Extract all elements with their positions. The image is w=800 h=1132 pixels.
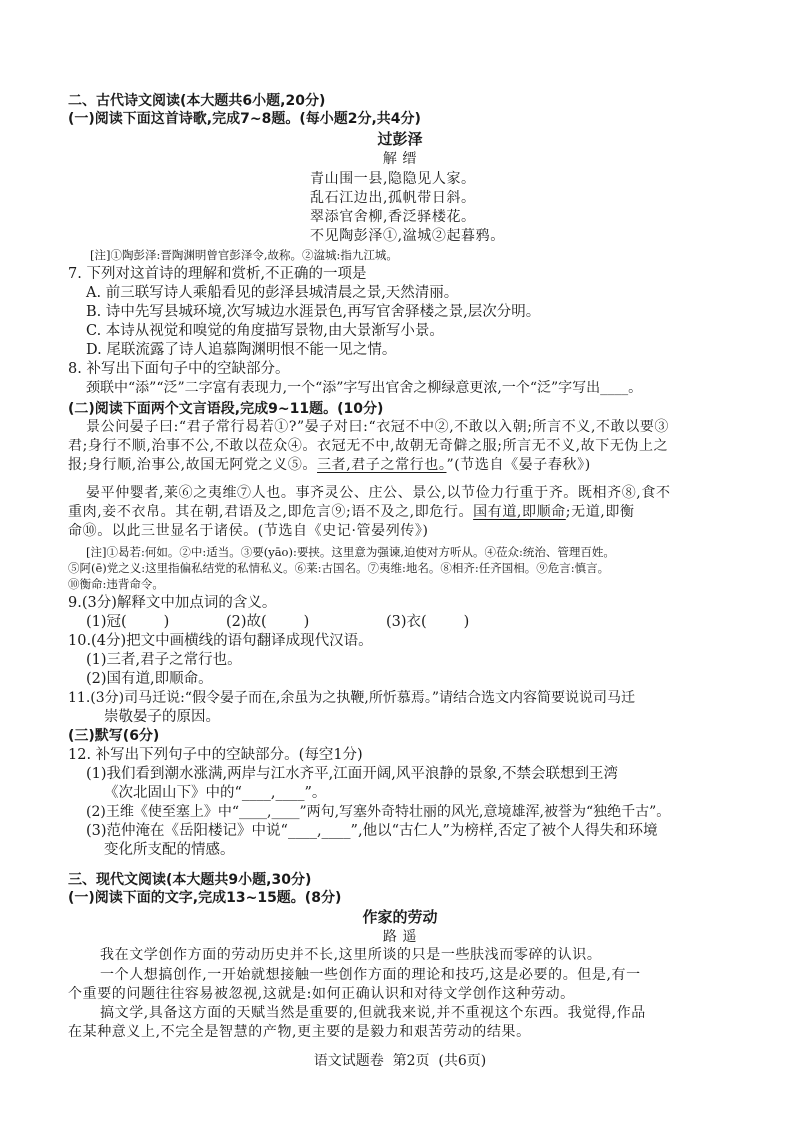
question-11-stem: 崇敬晏子的原因。 <box>104 709 220 725</box>
poem-author: 解 缙 <box>382 151 418 167</box>
passage-line: 景公问晏子曰:“君子常行曷若①?”晏子对曰:“衣冠不中②,不敢以入朝;所言不义,不敢以要③ <box>86 419 670 435</box>
question-7-option-a: A. 前三联写诗人乘船看见的彭泽县城清晨之景,天然清丽。 <box>86 285 459 301</box>
question-7-stem: 7. 下列对这首诗的理解和赏析,不正确的一项是 <box>68 266 367 282</box>
question-11-stem: 11.(3分)司马迁说:“假令晏子而在,余虽为之执鞭,所忻慕焉。”请结合选文内容简要说说司马迁 <box>68 690 636 706</box>
passage-text: 重肉,妾不衣帛。其在朝,君语及之,即危言⑨;语不及之,即危行。 <box>68 504 474 520</box>
question-12-item: (3)范仲淹在《岳阳楼记》中说“____,____”,他以“古仁人”为榜样,否定了被个人得失和环境 <box>86 823 658 839</box>
question-12-item: 变化所支配的情感。 <box>104 842 235 858</box>
question-12-item: (1)我们看到潮水涨满,两岸与江水齐平,江面开阔,风平浪静的景象,不禁会联想到王湾 <box>86 766 618 782</box>
article-paragraph: 搞文学,具备这方面的天赋当然是重要的,但就我来说,并不重视这个东西。我觉得,作品 <box>100 1005 646 1021</box>
question-7-option-c: C. 本诗从视觉和嗅觉的角度描写景物,由大景渐写小景。 <box>86 323 444 339</box>
section-heading: 三、现代文阅读(本大题共9小题,30分) <box>68 872 312 888</box>
question-9-blank: (3)衣( ) <box>386 614 470 630</box>
article-paragraph: 一个人想搞创作,一开始就想接触一些创作方面的理论和技巧,这是必要的。但是,有一 <box>100 967 641 983</box>
passage-note: [注]①曷若:何如。②中:适当。③要(yāo):要挟。这里意为强谏,迫使对方听从。④莅众:统治、管理百姓。 <box>86 545 615 559</box>
question-9-blank: (1)冠( ) <box>86 614 170 630</box>
question-8-text: 颈联中“添”“泛”二字富有表现力,一个“添”字写出官舍之柳绿意更浓,一个“泛”字写出____。 <box>86 380 643 396</box>
passage-text: ;无道,即衡 <box>565 504 635 520</box>
article-author: 路 遥 <box>382 929 418 945</box>
section-heading: 二、古代诗文阅读(本大题共6小题,20分) <box>68 93 326 109</box>
question-8-stem: 8. 补写出下面句子中的空缺部分。 <box>68 361 290 377</box>
passage-text: 报;身行顺,治事公,故国无阿党之义⑤。 <box>68 457 318 473</box>
question-9-stem: 9.(3分)解释文中加点词的含义。 <box>68 595 277 611</box>
underlined-sentence: 三者,君子之常行也。 <box>317 457 447 473</box>
passage-line <box>68 503 635 521</box>
underlined-sentence: 国有道,即顺命 <box>473 504 566 520</box>
poem-line: 青山围一县,隐隐见人家。 <box>310 171 476 187</box>
poem-line: 乱石江边出,孤帆带日斜。 <box>310 190 476 206</box>
article-paragraph: 我在文学创作方面的劳动历史并不长,这里所谈的只是一些肤浅而零碎的认识。 <box>100 947 602 963</box>
article-paragraph: 在某种意义上,不完全是智慧的产物,更主要的是毅力和艰苦劳动的结果。 <box>68 1024 531 1040</box>
passage-line: 君;身行不顺,治事不公,不敢以莅众④。衣冠无不中,故朝无奇僻之服;所言无不义,故下无伪上之 <box>68 438 669 454</box>
part-heading: (一)阅读下面这首诗歌,完成7~8题。(每小题2分,共4分) <box>68 111 421 127</box>
part-heading: (二)阅读下面两个文言语段,完成9~11题。(10分) <box>68 401 384 417</box>
passage-source: ”(节选自《晏子春秋》) <box>446 457 591 473</box>
question-10-item: (1)三者,君子之常行也。 <box>86 652 242 668</box>
article-paragraph: 个重要的问题往往容易被忽视,这就是:如何正确认识和对待文学创作这种劳动。 <box>68 986 575 1002</box>
passage-line: 晏平仲婴者,莱⑥之夷维⑦人也。事齐灵公、庄公、景公,以节俭力行重于齐。既相齐⑧,食不 <box>86 485 671 501</box>
poem-title: 过彭泽 <box>377 130 423 148</box>
page-footer: 语文试题卷 第2页 (共6页) <box>313 1053 487 1069</box>
question-10-item: (2)国有道,即顺命。 <box>86 671 213 687</box>
poem-line: 不见陶彭泽①,湓城②起暮鸦。 <box>310 228 505 244</box>
part-heading: (一)阅读下面的文字,完成13~15题。(8分) <box>68 890 342 906</box>
passage-note: ⑤阿(ē)党之义:这里指偏私结党的私情私义。⑥莱:古国名。⑦夷维:地名。⑧相齐:任齐国相。⑨危言:慎言。 <box>68 561 610 575</box>
question-7-option-b: B. 诗中先写县城环境,次写城边水涯景色,再写官舍驿楼之景,层次分明。 <box>86 304 541 320</box>
question-12-item: 《次北固山下》中的“____,____”。 <box>104 785 327 801</box>
question-9-blank: (2)故( ) <box>226 614 310 630</box>
poem-line: 翠添官舍柳,香泛驿楼花。 <box>310 209 476 225</box>
question-12-item: (2)王维《使至塞上》中“____,____”两句,写塞外奇特壮丽的风光,意境雄浑,被誉为“独绝千古”。 <box>86 804 671 820</box>
article-title: 作家的劳动 <box>362 908 438 926</box>
question-12-stem: 12. 补写出下列句子中的空缺部分。(每空1分) <box>68 747 363 763</box>
question-10-stem: 10.(4分)把文中画横线的语句翻译成现代汉语。 <box>68 633 373 649</box>
passage-note: ⑩衡命:违背命令。 <box>68 577 164 591</box>
passage-line <box>68 456 591 474</box>
poem-note: [注]①陶彭泽:晋陶渊明曾官彭泽令,故称。②湓城:指九江城。 <box>90 248 398 262</box>
passage-line: 命⑩。以此三世显名于诸侯。(节选自《史记·管晏列传》) <box>68 523 429 539</box>
question-7-option-d: D. 尾联流露了诗人追慕陶渊明恨不能一见之情。 <box>86 342 397 358</box>
part-heading: (三)默写(6分) <box>68 728 160 744</box>
